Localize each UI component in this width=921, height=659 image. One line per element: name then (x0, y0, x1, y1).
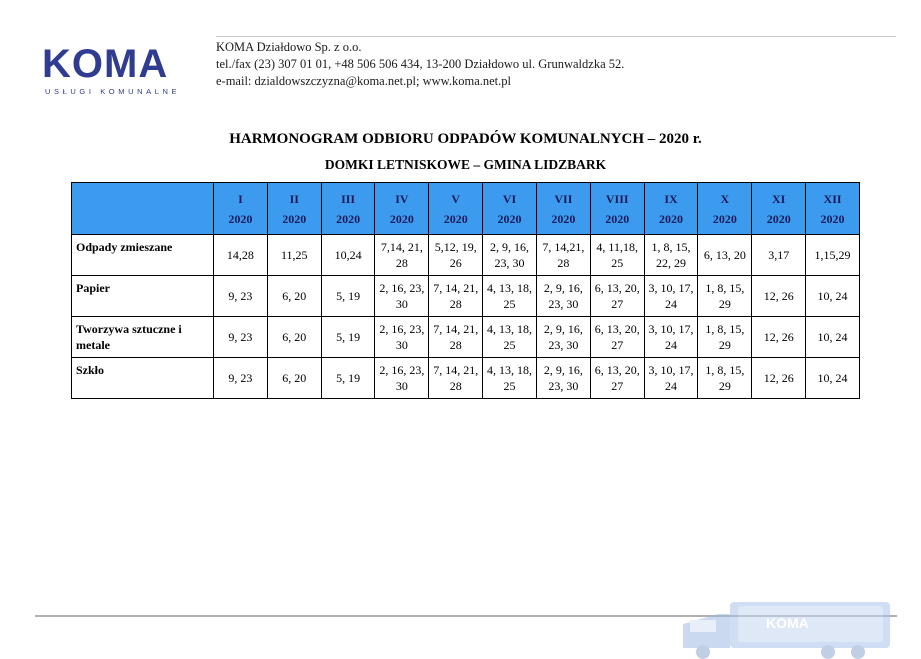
date-cell: 4, 13, 18, 25 (483, 358, 537, 399)
month-year: 2020 (497, 211, 522, 226)
date-cell: 7, 14,21, 28 (536, 235, 590, 276)
date-cell: 7, 14, 21, 28 (429, 317, 483, 358)
month-roman: V (451, 191, 461, 206)
month-header-v (429, 183, 483, 235)
header-divider (216, 36, 896, 37)
date-cell: 6, 20 (267, 358, 321, 399)
document-title: HARMONOGRAM ODBIORU ODPADÓW KOMUNALNYCH – 2020 r. (229, 131, 702, 147)
date-cell: 6, 13, 20 (698, 235, 752, 276)
waste-type-label: Papier (72, 276, 214, 317)
date-cell: 9, 23 (214, 358, 268, 399)
date-cell: 9, 23 (214, 317, 268, 358)
date-cell: 7, 14, 21, 28 (429, 276, 483, 317)
month-roman: VI (502, 191, 517, 206)
logo-text: KOMA (42, 42, 169, 86)
month-year: 2020 (336, 211, 361, 226)
month-header-ix (644, 183, 698, 235)
garbage-truck-image (678, 596, 898, 659)
month-header-iv (375, 183, 429, 235)
company-info (216, 39, 624, 90)
date-cell: 12, 26 (752, 358, 806, 399)
waste-type-label: Szkło (72, 358, 214, 399)
date-cell: 10, 24 (806, 276, 860, 317)
date-cell: 1,15,29 (806, 235, 860, 276)
date-cell: 3, 10, 17, 24 (644, 276, 698, 317)
month-year: 2020 (282, 211, 307, 226)
date-cell: 2, 9, 16, 23, 30 (536, 317, 590, 358)
company-email: e-mail: dzialdowszczyzna@koma.net.pl; www.koma.net.pl (216, 74, 511, 88)
truck-label: KOMA (766, 615, 809, 631)
month-roman: X (720, 191, 730, 206)
month-header-vii (536, 183, 590, 235)
month-header-viii (590, 183, 644, 235)
date-cell: 12, 26 (752, 317, 806, 358)
date-cell: 1, 8, 15, 29 (698, 358, 752, 399)
date-cell: 14,28 (214, 235, 268, 276)
date-cell: 5, 19 (321, 317, 375, 358)
date-cell: 12, 26 (752, 276, 806, 317)
table-row (72, 317, 860, 358)
month-roman: VII (554, 191, 573, 206)
month-year: 2020 (228, 211, 253, 226)
date-cell: 2, 16, 23, 30 (375, 358, 429, 399)
logo-subtitle: USŁUGI KOMUNALNE (45, 87, 181, 96)
koma-logo (42, 42, 218, 102)
date-cell: 10, 24 (806, 358, 860, 399)
month-roman: XII (823, 191, 842, 206)
company-name: KOMA Działdowo Sp. z o.o. (216, 40, 362, 54)
month-header-x (698, 183, 752, 235)
table-row (72, 235, 860, 276)
month-roman: XI (772, 191, 786, 206)
month-header-vi (483, 183, 537, 235)
date-cell: 7,14, 21, 28 (375, 235, 429, 276)
table-header-row (72, 183, 860, 235)
table-row (72, 276, 860, 317)
month-year: 2020 (605, 211, 630, 226)
date-cell: 10, 24 (806, 317, 860, 358)
date-cell: 6, 13, 20, 27 (590, 276, 644, 317)
date-cell: 5, 19 (321, 358, 375, 399)
month-roman: IV (395, 191, 409, 206)
date-cell: 1, 8, 15, 29 (698, 276, 752, 317)
month-header-ii (267, 183, 321, 235)
date-cell: 1, 8, 15, 22, 29 (644, 235, 698, 276)
date-cell: 5,12, 19, 26 (429, 235, 483, 276)
month-roman: I (238, 191, 243, 206)
date-cell: 4, 13, 18, 25 (483, 276, 537, 317)
date-cell: 2, 16, 23, 30 (375, 276, 429, 317)
waste-type-label: Tworzywa sztuczne i metale (72, 317, 214, 358)
month-year: 2020 (659, 211, 684, 226)
date-cell: 3,17 (752, 235, 806, 276)
waste-type-label: Odpady zmieszane (72, 235, 214, 276)
month-year: 2020 (766, 211, 791, 226)
month-year: 2020 (820, 211, 845, 226)
date-cell: 2, 9, 16, 23, 30 (536, 358, 590, 399)
month-roman: III (341, 191, 356, 206)
date-cell: 6, 13, 20, 27 (590, 358, 644, 399)
corner-cell (72, 183, 214, 235)
date-cell: 5, 19 (321, 276, 375, 317)
month-roman: II (289, 191, 299, 206)
letterhead (40, 30, 896, 100)
month-year: 2020 (712, 211, 737, 226)
date-cell: 11,25 (267, 235, 321, 276)
date-cell: 2, 16, 23, 30 (375, 317, 429, 358)
date-cell: 4, 11,18, 25 (590, 235, 644, 276)
date-cell: 2, 9, 16, 23, 30 (536, 276, 590, 317)
month-header-iii (321, 183, 375, 235)
month-roman: VIII (605, 191, 629, 206)
date-cell: 3, 10, 17, 24 (644, 358, 698, 399)
month-year: 2020 (551, 211, 576, 226)
date-cell: 6, 13, 20, 27 (590, 317, 644, 358)
date-cell: 3, 10, 17, 24 (644, 317, 698, 358)
document-subtitle: DOMKI LETNISKOWE – GMINA LIDZBARK (324, 157, 607, 172)
month-header-i (214, 183, 268, 235)
date-cell: 6, 20 (267, 317, 321, 358)
month-roman: IX (664, 191, 678, 206)
month-header-xi (752, 183, 806, 235)
date-cell: 10,24 (321, 235, 375, 276)
month-year: 2020 (389, 211, 414, 226)
date-cell: 1, 8, 15, 29 (698, 317, 752, 358)
month-header-xii (806, 183, 860, 235)
company-contact: tel./fax (23) 307 01 01, +48 506 506 434, 13-200 Działdowo ul. Grunwaldzka 52. (216, 57, 625, 71)
collection-schedule-table (71, 182, 860, 399)
date-cell: 4, 13, 18, 25 (483, 317, 537, 358)
date-cell: 2, 9, 16, 23, 30 (483, 235, 537, 276)
date-cell: 6, 20 (267, 276, 321, 317)
month-year: 2020 (443, 211, 468, 226)
date-cell: 9, 23 (214, 276, 268, 317)
date-cell: 7, 14, 21, 28 (429, 358, 483, 399)
table-row (72, 358, 860, 399)
